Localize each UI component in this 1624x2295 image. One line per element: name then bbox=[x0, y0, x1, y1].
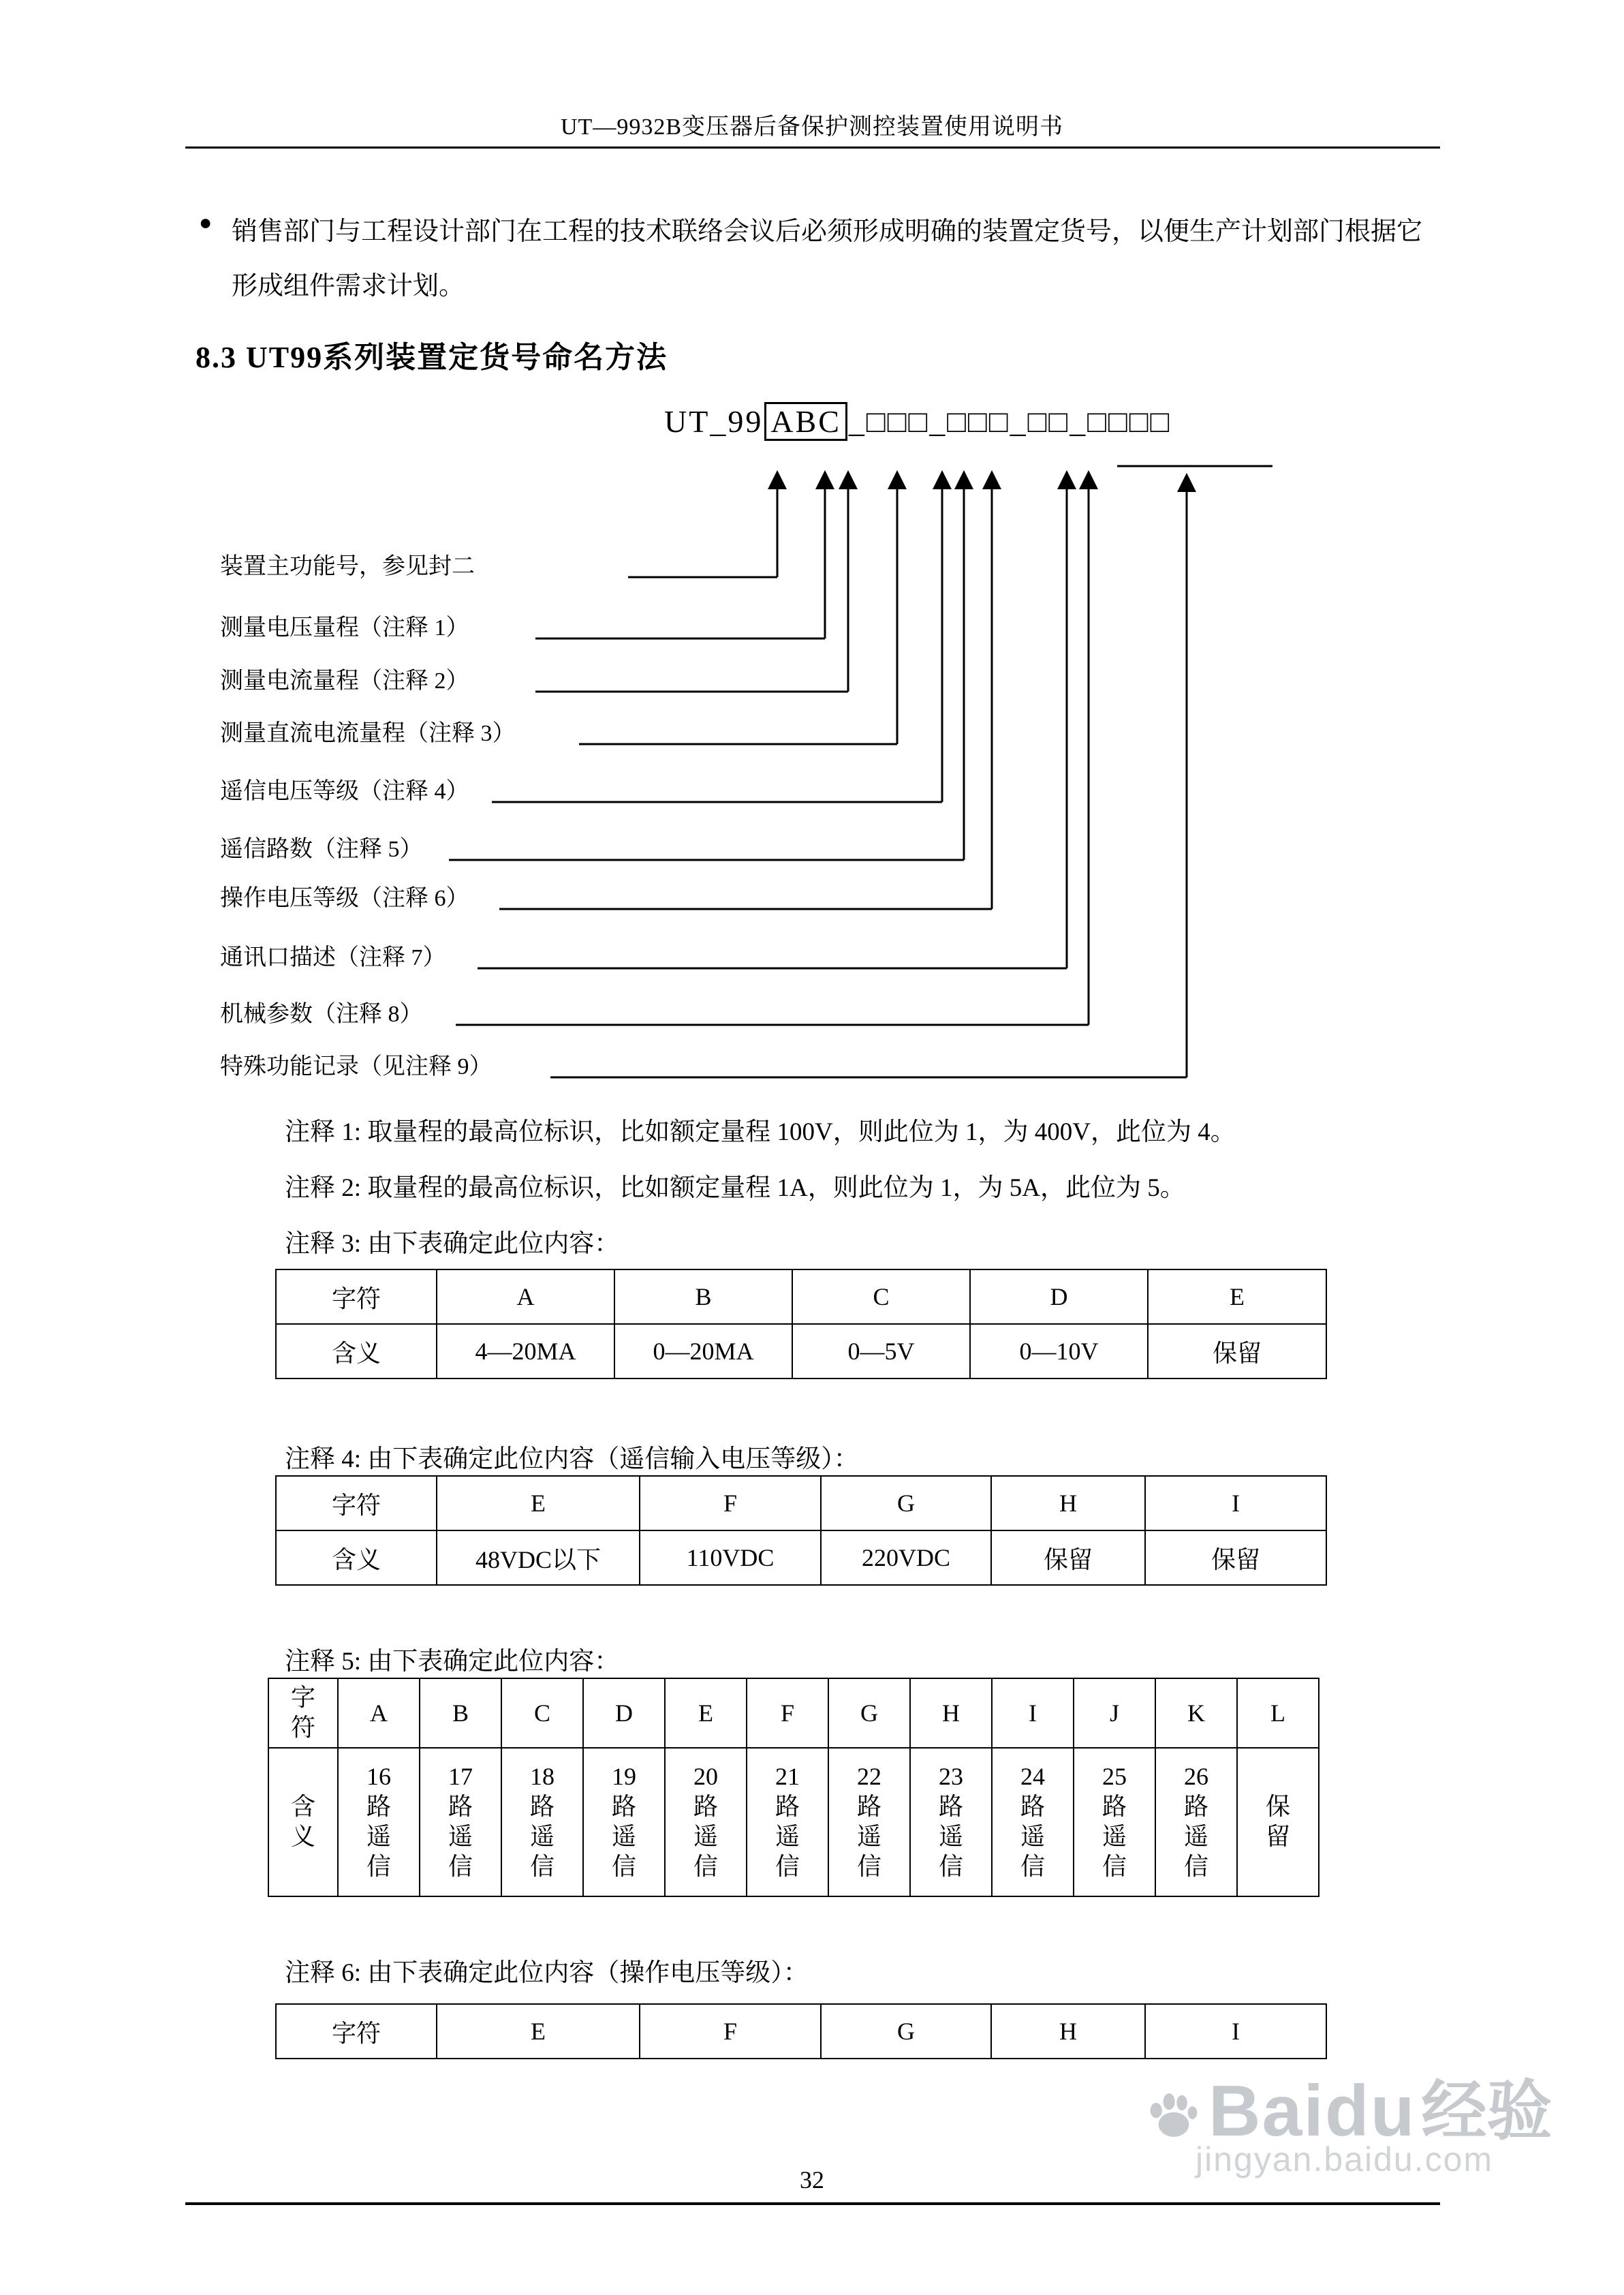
table-cell: F bbox=[640, 2004, 821, 2059]
cell-text: 18路遥信 bbox=[529, 1763, 555, 1880]
table-cell: E bbox=[437, 1476, 640, 1530]
note-6: 注释 6: 由下表确定此位内容（操作电压等级）： bbox=[285, 1959, 809, 1987]
note-2: 注释 2: 取量程的最高位标识，比如额定量程 1A，则此位为 1，为 5A，此位为 5。 bbox=[285, 1174, 1185, 1202]
table-cell: H bbox=[910, 1678, 992, 1748]
diagram-label-telesignal-voltage: 遥信电压等级（注释 4） bbox=[220, 779, 469, 804]
table-cell bbox=[583, 1748, 665, 1896]
table-cell: G bbox=[821, 1476, 991, 1530]
order-code-prefix: UT_99 bbox=[664, 404, 764, 439]
page-number: 32 bbox=[800, 2166, 824, 2193]
baidu-paw-icon bbox=[1144, 2086, 1203, 2144]
arrow-up-icons bbox=[768, 470, 1196, 492]
document-title: UT—9932B变压器后备保护测控装置使用说明书 bbox=[561, 114, 1063, 140]
table-row bbox=[276, 1324, 1326, 1378]
table-cell: 110VDC bbox=[640, 1530, 821, 1585]
order-code-slots: _□□□_□□□_□□_□□□□ bbox=[848, 404, 1172, 439]
table-cell: H bbox=[991, 1476, 1145, 1530]
cell-text: 20路遥信 bbox=[693, 1763, 718, 1880]
table-cell: D bbox=[970, 1269, 1148, 1324]
table-cell bbox=[665, 1748, 747, 1896]
table-cell bbox=[268, 1678, 338, 1748]
table-cell: 含义 bbox=[276, 1324, 437, 1378]
note6-table bbox=[275, 2003, 1327, 2059]
cell-text: 含义 bbox=[290, 1793, 315, 1850]
cell-text: 16路遥信 bbox=[366, 1763, 391, 1880]
table-cell: 4—20MA bbox=[437, 1324, 614, 1378]
table-row bbox=[268, 1748, 1319, 1896]
table-cell bbox=[1155, 1748, 1237, 1896]
table-cell: G bbox=[828, 1678, 910, 1748]
footer-rule bbox=[185, 2202, 1440, 2205]
diagram-label-main-function: 装置主功能号，参见封二 bbox=[220, 554, 475, 579]
cell-text: 17路遥信 bbox=[448, 1763, 473, 1880]
table-cell bbox=[420, 1748, 501, 1896]
table-cell: 保留 bbox=[991, 1530, 1145, 1585]
table-cell: K bbox=[1155, 1678, 1237, 1748]
table-cell: B bbox=[420, 1678, 501, 1748]
diagram-label-mechanical-params: 机械参数（注释 8） bbox=[220, 1002, 423, 1027]
note5-table bbox=[268, 1678, 1320, 1897]
connector-lines bbox=[449, 466, 1272, 1077]
cell-text: 保留 bbox=[1265, 1793, 1290, 1850]
cell-text: 21路遥信 bbox=[775, 1763, 800, 1880]
note-4: 注释 4: 由下表确定此位内容（遥信输入电压等级）： bbox=[285, 1445, 859, 1473]
note-1: 注释 1: 取量程的最高位标识，比如额定量程 100V，则此位为 1，为 400V，此位为 4。 bbox=[285, 1118, 1236, 1146]
bullet-icon: ● bbox=[199, 210, 213, 234]
table-cell: 含义 bbox=[276, 1530, 437, 1585]
section-heading: 8.3 UT99系列装置定货号命名方法 bbox=[196, 341, 668, 374]
table-cell: 字符 bbox=[276, 1269, 437, 1324]
table-cell bbox=[910, 1748, 992, 1896]
cell-text: 字符 bbox=[290, 1684, 315, 1741]
cell-text: 26路遥信 bbox=[1183, 1763, 1208, 1880]
diagram-label-voltage-range: 测量电压量程（注释 1） bbox=[220, 615, 469, 641]
table-cell: C bbox=[792, 1269, 970, 1324]
table-cell: F bbox=[747, 1678, 828, 1748]
table-cell: 字符 bbox=[276, 1476, 437, 1530]
note3-table bbox=[275, 1269, 1327, 1379]
table-cell: 0—5V bbox=[792, 1324, 970, 1378]
table-row bbox=[276, 1476, 1326, 1530]
table-cell: A bbox=[338, 1678, 420, 1748]
table-cell: L bbox=[1237, 1678, 1319, 1748]
table-cell: B bbox=[614, 1269, 792, 1324]
diagram-label-special-functions: 特殊功能记录（见注释 9） bbox=[220, 1054, 493, 1079]
table-cell: E bbox=[437, 2004, 640, 2059]
order-code-model-box: ABC bbox=[764, 402, 847, 441]
table-cell bbox=[828, 1748, 910, 1896]
table-row bbox=[276, 2004, 1326, 2059]
note-5: 注释 5: 由下表确定此位内容： bbox=[285, 1648, 620, 1676]
header-rule bbox=[185, 147, 1440, 149]
table-cell bbox=[1237, 1748, 1319, 1896]
table-cell: C bbox=[501, 1678, 583, 1748]
table-cell: F bbox=[640, 1476, 821, 1530]
cell-text: 25路遥信 bbox=[1102, 1763, 1127, 1880]
table-cell: I bbox=[1145, 1476, 1326, 1530]
table-row bbox=[268, 1678, 1319, 1748]
note-3: 注释 3: 由下表确定此位内容： bbox=[285, 1230, 620, 1258]
intro-paragraph: 销售部门与工程设计部门在工程的技术联络会议后必须形成明确的装置定货号，以便生产计划部门根据它形成组件需求计划。 bbox=[232, 217, 1423, 301]
table-cell: 字符 bbox=[276, 2004, 437, 2059]
table-cell: D bbox=[583, 1678, 665, 1748]
table-cell: 保留 bbox=[1145, 1530, 1326, 1585]
table-row bbox=[276, 1530, 1326, 1585]
table-row bbox=[276, 1269, 1326, 1324]
table-cell: H bbox=[991, 2004, 1145, 2059]
cell-text: 23路遥信 bbox=[938, 1763, 963, 1880]
table-cell: 48VDC以下 bbox=[437, 1530, 640, 1585]
watermark bbox=[1144, 2059, 1552, 2153]
diagram-label-current-range: 测量电流量程（注释 2） bbox=[220, 668, 469, 694]
order-code bbox=[664, 403, 1171, 440]
table-cell bbox=[747, 1748, 828, 1896]
diagram-label-dc-current-range: 测量直流电流量程（注释 3） bbox=[220, 721, 516, 746]
table-cell: 保留 bbox=[1148, 1324, 1326, 1378]
cell-text: 19路遥信 bbox=[611, 1763, 636, 1880]
watermark-url: jingyan.baidu.com bbox=[1196, 2140, 1494, 2178]
watermark-brand: Baidu bbox=[1208, 2071, 1416, 2151]
table-cell: I bbox=[1145, 2004, 1326, 2059]
cell-text: 24路遥信 bbox=[1020, 1763, 1045, 1880]
table-cell bbox=[268, 1748, 338, 1896]
cell-text: 22路遥信 bbox=[856, 1763, 881, 1880]
table-cell: 220VDC bbox=[821, 1530, 991, 1585]
table-cell: E bbox=[665, 1678, 747, 1748]
table-cell: J bbox=[1074, 1678, 1155, 1748]
table-cell: A bbox=[437, 1269, 614, 1324]
table-cell: G bbox=[821, 2004, 991, 2059]
diagram-label-comm-port: 通讯口描述（注释 7） bbox=[220, 945, 446, 970]
table-cell: 0—10V bbox=[970, 1324, 1148, 1378]
table-cell bbox=[501, 1748, 583, 1896]
table-cell bbox=[992, 1748, 1074, 1896]
table-cell bbox=[338, 1748, 420, 1896]
diagram-label-telesignal-channels: 遥信路数（注释 5） bbox=[220, 837, 423, 862]
table-cell: 0—20MA bbox=[614, 1324, 792, 1378]
watermark-brand-cn: 经验 bbox=[1421, 2075, 1552, 2148]
diagram-label-operating-voltage: 操作电压等级（注释 6） bbox=[220, 886, 469, 911]
note4-table bbox=[275, 1475, 1327, 1586]
table-cell: I bbox=[992, 1678, 1074, 1748]
table-cell bbox=[1074, 1748, 1155, 1896]
table-cell: E bbox=[1148, 1269, 1326, 1324]
